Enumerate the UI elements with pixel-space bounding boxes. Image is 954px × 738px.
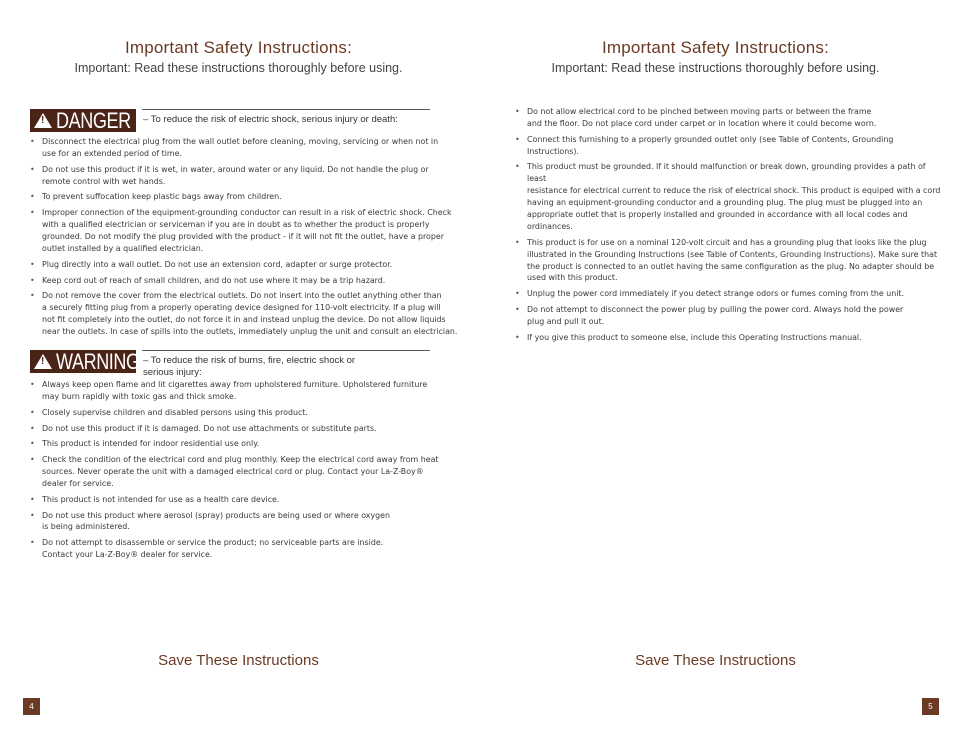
list-item: • Do not attempt to disassemble or service the product; no serviceable parts are inside. Contact your La-Z-Boy® dealer for service.: [30, 537, 460, 561]
list-item: • Closely supervise children and disabled persons using this product.: [30, 407, 460, 419]
list-item: • Do not use this product if it is damaged. Do not use attachments or substitute parts.: [30, 423, 460, 435]
right-page: [477, 0, 954, 738]
page-subtitle: Important: Read these instructions thoroughly before using.: [74, 61, 403, 75]
warning-caption: – To reduce the risk of burns, fire, electric shock or serious injury:: [143, 355, 356, 378]
warning-list: [30, 379, 460, 565]
list-item: • Do not use this product if it is wet, in water, around water or any liquid. Do not handle the plug or remote control with wet hands.: [30, 164, 460, 188]
list-item: • If you give this product to someone else, include this Operating Instructions manual.: [515, 332, 945, 344]
list-item: • Check the condition of the electrical cord and plug monthly. Keep the electrical cord away from heat sources. Never operate the unit with a damaged electrical cord or plug. Contact your La-Z-Boy® dealer for service.: [30, 454, 460, 490]
banner-rule: [142, 350, 430, 351]
save-instructions: Save These Instructions: [635, 652, 796, 669]
list-item: • Do not remove the cover from the electrical outlets. Do not insert into the outlet anything other than a securely fitting plug from a properly operating device designed for 110-volt electricity. If a plug will not fit completely into the outlet, do not force it in and instead unplug the device. Do not allow liquids near the outlets. In case of spills into the outlets, immediately unplug the unit and consult an electrician.: [30, 290, 460, 338]
page-subtitle: Important: Read these instructions thoroughly before using.: [551, 61, 880, 75]
list-item: • Always keep open flame and lit cigarettes away from upholstered furniture. Upholstered furniture may burn rapidly with toxic gas and thick smoke.: [30, 379, 460, 403]
danger-badge: [30, 109, 136, 132]
page-title: Important Safety Instructions:: [124, 38, 353, 57]
list-item: • This product is intended for indoor residential use only.: [30, 438, 460, 450]
list-item: • Plug directly into a wall outlet. Do not use an extension cord, adapter or surge protector.: [30, 259, 460, 271]
danger-caption: – To reduce the risk of electric shock, serious injury or death:: [143, 114, 398, 125]
danger-label: DANGER: [56, 108, 131, 133]
list-item: • This product is not intended for use as a health care device.: [30, 494, 460, 506]
list-item: • Disconnect the electrical plug from the wall outlet before cleaning, moving, servicing or when not in use for an extended period of time.: [30, 136, 460, 160]
list-item: • Improper connection of the equipment-grounding conductor can result in a risk of electric shock. Check with a qualified electrician or serviceman if you are in doubt as to whether the product is properly grounded. Do not modify the plug provided with the product - if it will not fit the outlet, have a proper outlet installed by a qualified electrician.: [30, 207, 460, 255]
list-item: • Do not use this product where aerosol (spray) products are being used or where oxygen is being administered.: [30, 510, 460, 534]
page-number: 4: [23, 698, 40, 715]
page-title: Important Safety Instructions:: [601, 38, 830, 57]
list-item: • This product must be grounded. If it should malfunction or break down, grounding provides a path of least resistance for electrical current to reduce the risk of electrical shock. This product is equiped with a cord having an equipment-grounding conductor and a grounding plug. The plug must be plugged into an appropriate outlet that is properly installed and grounded in accordance with all local codes and ordinances.: [515, 161, 945, 232]
list-item: • Keep cord out of reach of small children, and do not use where it may be a trip hazard.: [30, 275, 460, 287]
danger-list: [30, 136, 460, 342]
list-item: • Do not attempt to disconnect the power plug by pulling the power cord. Always hold the power plug and pull it out.: [515, 304, 945, 328]
list-item: • To prevent suffocation keep plastic bags away from children.: [30, 191, 460, 203]
right-list: [515, 106, 945, 348]
list-item: • Do not allow electrical cord to be pinched between moving parts or between the frame and the floor. Do not place cord under carpet or in location where it could become worn.: [515, 106, 945, 130]
list-item: • This product is for use on a nominal 120-volt circuit and has a grounding plug that looks like the plug illustrated in the Grounding Instructions (see Table of Contents, Grounding Instructions). Make sure that the product is connected to an outlet having the same configuration as the plug. No adapter should be used with this product.: [515, 237, 945, 285]
warning-banner: [30, 349, 430, 378]
save-instructions: Save These Instructions: [158, 652, 319, 669]
list-item: • Connect this furnishing to a properly grounded outlet only (see Table of Contents, Grounding Instructions).: [515, 134, 945, 158]
warning-triangle-icon: !: [34, 354, 52, 369]
danger-banner: [30, 109, 430, 133]
warning-triangle-icon: !: [34, 113, 52, 128]
page-number: 5: [922, 698, 939, 715]
list-item: • Unplug the power cord immediately if you detect strange odors or fumes coming from the unit.: [515, 288, 945, 300]
banner-rule: [142, 109, 430, 110]
warning-badge: [30, 349, 140, 374]
warning-label: WARNING: [56, 349, 140, 374]
